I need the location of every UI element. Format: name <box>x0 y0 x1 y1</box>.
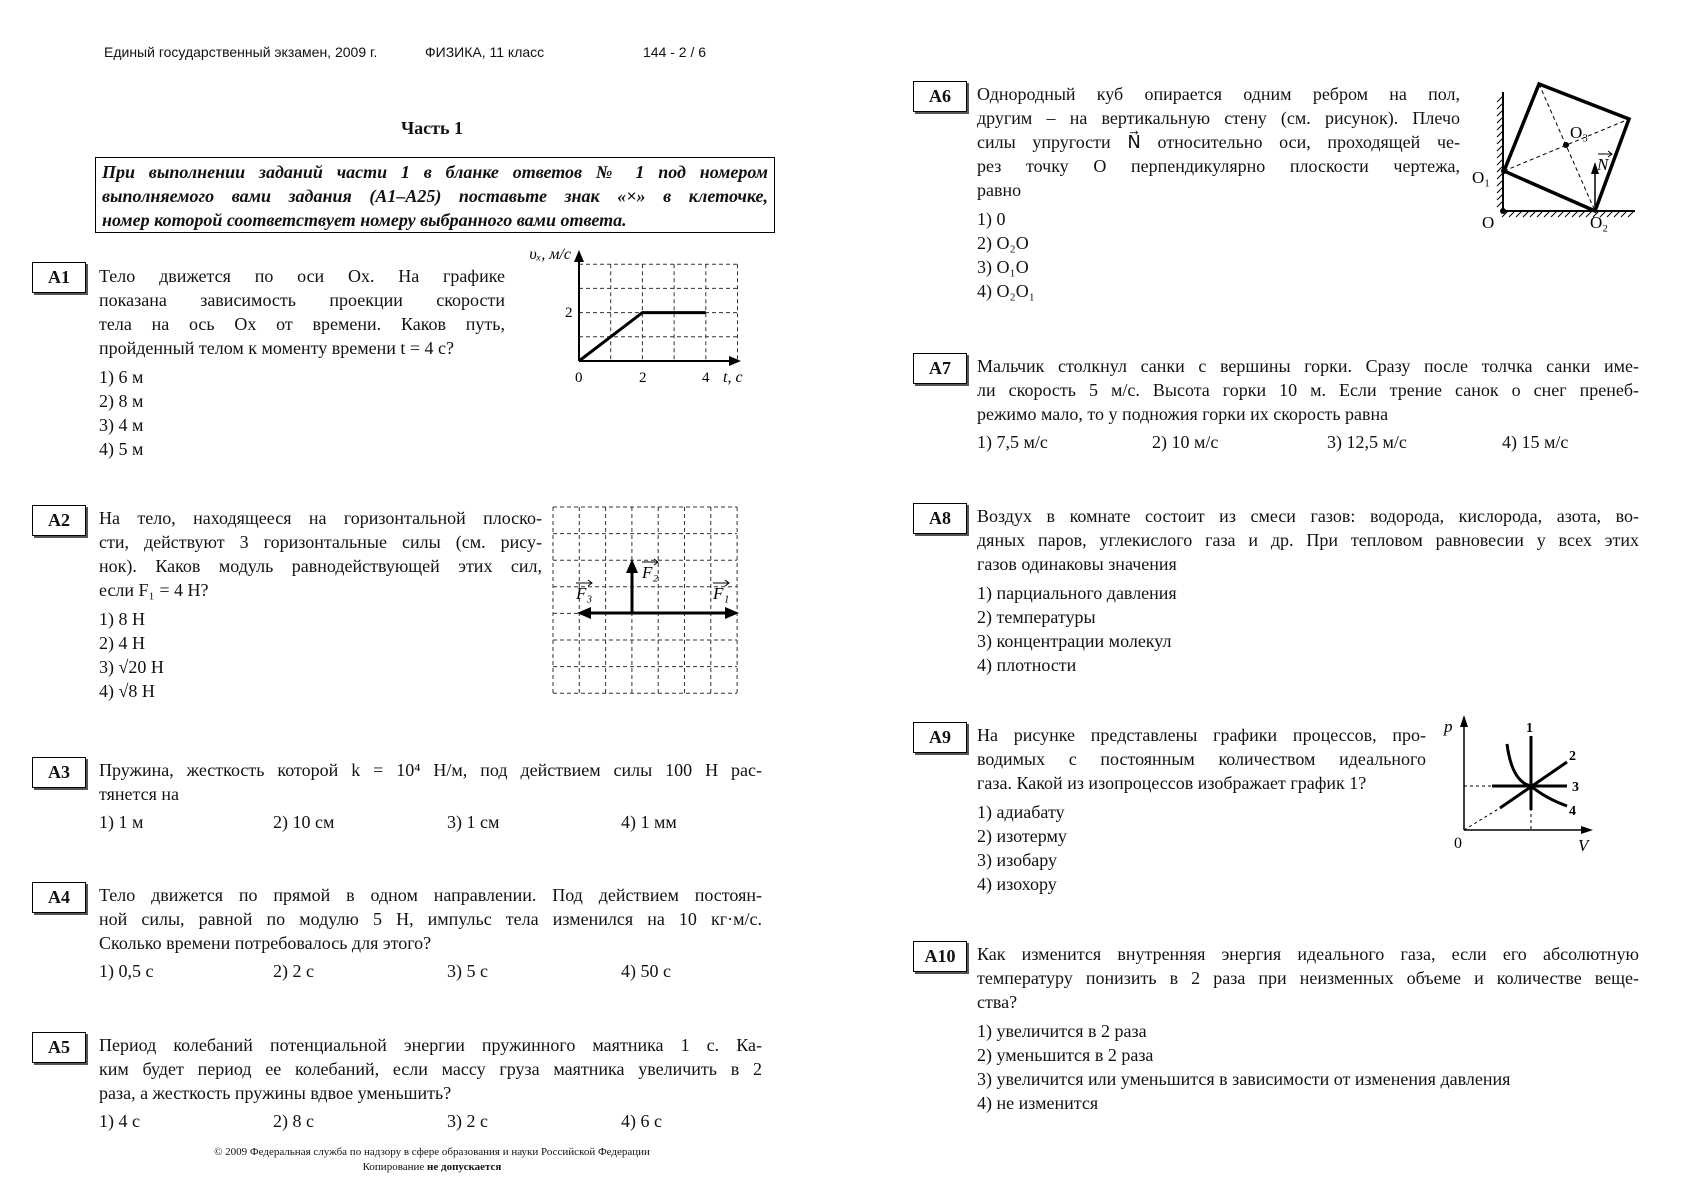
question-text-line: Период колебаний потенциальной энергии пружинного маятника 1 с. Ка- <box>99 1035 762 1055</box>
p-axis-arrow-icon <box>1460 715 1468 727</box>
answer-options <box>977 207 1460 303</box>
question-text-line: другим – на вертикальную стену (см. рисунок). Плечо <box>977 108 1460 128</box>
origin-label: 0 <box>1454 835 1462 852</box>
pv-diagram <box>1440 710 1620 865</box>
velocity-time-graph <box>515 245 760 395</box>
question-text-line: показана зависимость проекции скорости <box>99 290 505 310</box>
question-text-line: равно <box>977 180 1022 200</box>
v-label: V <box>1578 836 1589 855</box>
answer-option[interactable]: 1) адиабату <box>977 802 1065 822</box>
f2-label: F₂ <box>642 563 659 582</box>
question-body <box>99 758 762 836</box>
answer-option[interactable]: 1) 6 м <box>99 367 144 387</box>
instruction-line: При выполнении заданий части 1 в бланке ответов № 1 под номером <box>102 162 768 182</box>
question-text-line: Тело движется по оси Ox. На графике <box>99 266 505 286</box>
answer-options <box>99 1109 762 1135</box>
answer-option[interactable]: 4) изохору <box>977 874 1057 894</box>
footer-copyright: © 2009 Федеральная служба по надзору в сфере образования и науки Российской Федерации <box>214 1146 650 1158</box>
answer-option[interactable]: 2) 10 м/с <box>1152 432 1219 452</box>
answer-option[interactable]: 3) 1 см <box>447 812 500 832</box>
answer-option[interactable]: 1) 1 м <box>99 812 144 832</box>
x-tick-label: 0 <box>575 370 583 386</box>
answer-option[interactable]: 1) 0,5 с <box>99 961 154 981</box>
answer-option[interactable]: 2) 4 Н <box>99 633 145 653</box>
question-text-line: Тело движется по прямой в одном направлении. Под действием постоян- <box>99 885 762 905</box>
question-body <box>977 942 1639 1115</box>
f1-label: F₁ <box>713 584 730 603</box>
answer-option[interactable]: 2) температуры <box>977 607 1096 627</box>
point-o3 <box>1563 142 1569 148</box>
answer-options <box>977 430 1639 456</box>
question-text-line: газа. Какой из изопроцессов изображает график 1? <box>977 773 1367 793</box>
question-text-line: ким будет период ее колебаний, если массу груза маятника увеличить в 2 <box>99 1059 762 1079</box>
graph-4-label: 4 <box>1569 804 1576 819</box>
x-axis-label: t, с <box>723 369 743 386</box>
answer-option[interactable]: 4) √8 Н <box>99 681 155 701</box>
question-text-line: температуру понизить в 2 раза при неизменных объеме и количестве веще- <box>977 968 1639 988</box>
question-text-line: ной силы, равной по модулю 5 Н, импульс тела изменился на 10 кг·м/с. <box>99 909 762 929</box>
f2-arrowhead-icon <box>626 559 638 573</box>
y-tick-label: 2 <box>565 305 573 321</box>
answer-option[interactable]: 4) плотности <box>977 655 1077 675</box>
p-label: p <box>1444 717 1453 736</box>
f3-label: F₃ <box>576 584 593 603</box>
question-text-line: нок). Каков модуль равнодействующей этих сил, <box>99 556 542 576</box>
header-subject: ФИЗИКА, 11 класс <box>425 44 545 60</box>
header-exam: Единый государственный экзамен, 2009 г. <box>104 44 378 60</box>
question-text-line: силы упругости N⃗ относительно оси, проходящей че- <box>977 132 1460 152</box>
graph-1-label: 1 <box>1526 721 1533 736</box>
answer-option[interactable]: 3) O₁O <box>977 257 1029 277</box>
question-text-line: тянется на <box>99 784 180 804</box>
answer-option[interactable]: 4) не изменится <box>977 1093 1099 1113</box>
answer-options <box>99 365 505 461</box>
answer-option[interactable]: 2) O₂O <box>977 233 1029 253</box>
question-body <box>977 82 1460 303</box>
answer-option[interactable]: 1) парциального давления <box>977 583 1177 603</box>
forces-diagram <box>550 503 745 701</box>
question-text-line: дяных паров, углекислого газа и др. При тепловом равновесии у всех этих <box>977 530 1639 550</box>
question-text-line: На рисунке представлены графики процессов, про- <box>977 725 1426 745</box>
answer-option[interactable]: 3) √20 Н <box>99 657 164 677</box>
question-text-line: ли скорость 5 м/с. Высота горки 10 м. Если трение санок о снег пренеб- <box>977 380 1639 400</box>
question-text-line: водимых с постоянным количеством идеального <box>977 749 1426 769</box>
question-text-line: газов одинаковы значения <box>977 554 1177 574</box>
answer-options <box>99 810 762 836</box>
question-text-line: Пружина, жесткость которой k = 10⁴ Н/м, под действием силы 100 Н рас- <box>99 760 762 780</box>
question-number-box: А7 <box>913 353 967 384</box>
question-body <box>977 504 1639 677</box>
answer-option[interactable]: 1) 0 <box>977 209 1006 229</box>
o-label: O <box>1482 213 1495 232</box>
instructions-box <box>95 157 775 233</box>
answer-option[interactable]: 2) 2 с <box>273 961 314 981</box>
answer-options <box>977 800 1426 896</box>
cube-diagram <box>1470 78 1640 238</box>
answer-options <box>99 959 762 985</box>
copy-prefix: Копирование <box>362 1161 428 1173</box>
y-axis-label: υₓ, м/с <box>529 246 571 263</box>
question-text-line: ства? <box>977 992 1018 1012</box>
answer-option[interactable]: 2) 8 с <box>273 1111 314 1131</box>
point-o1 <box>1501 168 1507 174</box>
question-text-line: рез точку O перпендикулярно плоскости чертежа, <box>977 156 1460 176</box>
answer-option[interactable]: 4) 6 с <box>621 1111 662 1131</box>
answer-option[interactable]: 3) концентрации молекул <box>977 631 1172 651</box>
answer-option[interactable]: 1) увеличится в 2 раза <box>977 1021 1147 1041</box>
answer-option[interactable]: 4) 5 м <box>99 439 144 459</box>
question-number-box: А2 <box>32 505 86 536</box>
question-body <box>99 264 505 461</box>
answer-option[interactable]: 2) изотерму <box>977 826 1067 846</box>
question-body <box>977 354 1639 456</box>
o1-label: O₁ <box>1472 168 1491 187</box>
question-number-box: А4 <box>32 882 86 913</box>
answer-option[interactable]: 3) изобару <box>977 850 1058 870</box>
y-axis-arrow-icon <box>574 250 584 262</box>
question-text-line: Как изменится внутренняя энергия идеального газа, если его абсолютную <box>977 944 1639 964</box>
question-text-line: Воздух в комнате состоит из смеси газов: водорода, кислорода, азота, во- <box>977 506 1639 526</box>
answer-option[interactable]: 3) увеличится или уменьшится в зависимости от изменения давления <box>977 1069 1511 1089</box>
question-number-box: А1 <box>32 262 86 293</box>
question-text-line: Однородный куб опирается одним ребром на пол, <box>977 84 1460 104</box>
question-number-box: А9 <box>913 722 967 753</box>
question-text-line: если F₁ = 4 Н? <box>99 580 209 600</box>
o2-label: O₂ <box>1590 213 1609 232</box>
question-body <box>977 723 1426 896</box>
x-axis-arrow-icon <box>729 356 741 366</box>
answer-option[interactable]: 4) 1 мм <box>621 812 677 832</box>
v-axis-arrow-icon <box>1581 826 1593 834</box>
o3-label: O₃ <box>1570 123 1589 142</box>
part-title: Часть 1 <box>400 118 464 138</box>
answer-options <box>977 581 1639 677</box>
answer-option[interactable]: 1) 7,5 м/с <box>977 432 1048 452</box>
question-number-box: А5 <box>32 1032 86 1063</box>
question-body <box>99 506 542 703</box>
question-text-line: Сколько времени потребовалось для этого? <box>99 933 432 953</box>
answer-option[interactable]: 4) O₂O₁ <box>977 281 1036 301</box>
answer-option[interactable]: 2) уменьшится в 2 раза <box>977 1045 1154 1065</box>
copy-bold: не допускается <box>427 1161 502 1173</box>
process-graphs <box>1492 736 1567 810</box>
graph-3-label: 3 <box>1572 780 1579 795</box>
instruction-line: выполняемого вами задания (А1–А25) поставьте знак «×» в клеточке, <box>102 186 768 206</box>
graph-2-label: 2 <box>1569 749 1576 764</box>
answer-option[interactable]: 4) 15 м/с <box>1502 432 1569 452</box>
question-body <box>99 1033 762 1135</box>
answer-option[interactable]: 3) 2 с <box>447 1111 488 1131</box>
question-text-line: раза, а жесткость пружины вдвое уменьшить? <box>99 1083 452 1103</box>
question-number-box: А6 <box>913 81 967 112</box>
footer-copy-notice <box>0 1161 864 1173</box>
question-text-line: пройденный телом к моменту времени t = 4 с? <box>99 338 454 358</box>
answer-option[interactable]: 4) 50 с <box>621 961 671 981</box>
question-text-line: На тело, находящееся на горизонтальной плоско- <box>99 508 542 528</box>
answer-options <box>977 1019 1639 1115</box>
question-body <box>99 883 762 985</box>
question-number-box: А3 <box>32 757 86 788</box>
point-o <box>1500 208 1506 214</box>
answer-option[interactable]: 3) 4 м <box>99 415 144 435</box>
answer-option[interactable]: 2) 8 м <box>99 391 144 411</box>
question-number-box: А8 <box>913 503 967 534</box>
n-label: N <box>1597 155 1609 174</box>
answer-option[interactable]: 3) 5 с <box>447 961 488 981</box>
question-number-box: А10 <box>913 941 967 972</box>
answer-option[interactable]: 1) 8 Н <box>99 609 145 629</box>
question-text-line: Мальчик столкнул санки с вершины горки. Сразу после толчка санки име- <box>977 356 1639 376</box>
answer-options <box>99 607 542 703</box>
question-text-line: сти, действуют 3 горизонтальные силы (см. рису- <box>99 532 542 552</box>
question-text-line: режимо мало, то у подножия горки их скорость равна <box>977 404 1389 424</box>
answer-option[interactable]: 2) 10 см <box>273 812 335 832</box>
x-tick-label: 4 <box>702 370 710 386</box>
instruction-line: номер которой соответствует номеру выбранного вами ответа. <box>102 210 627 230</box>
answer-option[interactable]: 1) 4 с <box>99 1111 140 1131</box>
question-text-line: тела на ось Ox от времени. Каков путь, <box>99 314 505 334</box>
header-page: 144 - 2 / 6 <box>643 44 707 60</box>
answer-option[interactable]: 3) 12,5 м/с <box>1327 432 1407 452</box>
x-tick-label: 2 <box>639 370 647 386</box>
